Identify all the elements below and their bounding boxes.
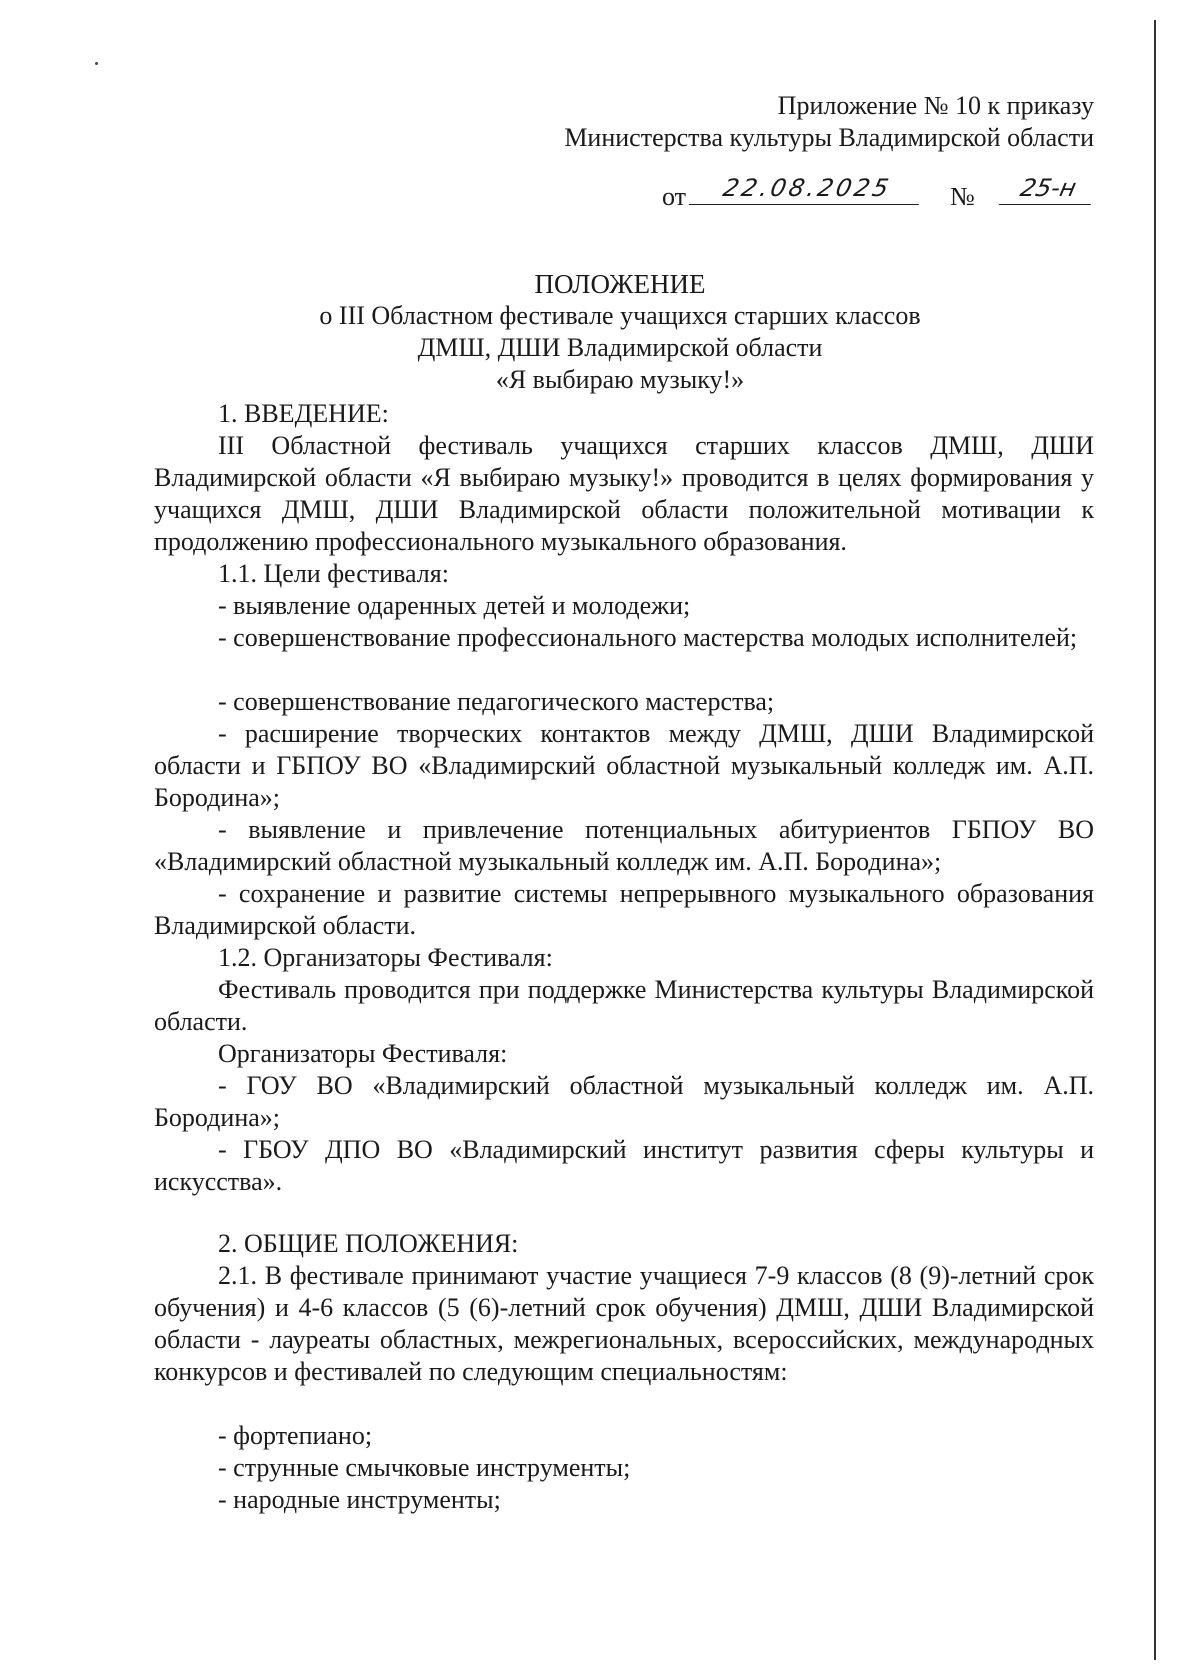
title-subline-2: ДМШ, ДШИ Владимирской области <box>417 333 823 362</box>
title-subline-3: «Я выбираю музыку!» <box>495 365 745 394</box>
order-date-line <box>662 174 1094 222</box>
goal-item: - совершенствование педагогического мастерства; <box>218 687 775 716</box>
scan-edge-line <box>1154 20 1156 1660</box>
ministry-line: Министерства культуры Владимирской области <box>564 123 1094 152</box>
section-1-heading: 1. ВВЕДЕНИЕ: <box>218 399 389 428</box>
specialty-item: - струнные смычковые инструменты; <box>218 1453 631 1482</box>
appendix-line: Приложение № 10 к приказу <box>777 91 1094 120</box>
specialty-item: - народные инструменты; <box>218 1485 501 1514</box>
specialty-item: - фортепиано; <box>218 1421 373 1450</box>
number-prefix: № <box>950 182 975 211</box>
organizers-heading: 1.2. Организаторы Фестиваля: <box>218 943 553 972</box>
section-1-intro: III Областной фестиваль учащихся старших классов ДМШ, ДШИ Владимирской области «Я выбираю музыку!» проводится в целях формирования у учащихся ДМШ, ДШИ Владимирской области положительной мотивации к продолжению профессионального музыкального образования. <box>154 431 1094 556</box>
goal-item: - расширение творческих контактов между ДМШ, ДШИ Владимирской области и ГБПОУ ВО «Владимирский областной музыкальный колледж им. А.П. Бородина»; <box>154 719 1094 812</box>
section-2-paragraph: 2.1. В фестивале принимают участие учащиеся 7-9 классов (8 (9)-летний срок обучения) и 4-6 классов (5 (6)-летний срок обучения) ДМШ, ДШИ Владимирской области - лауреаты областных, межрегиональных, всероссийских, международных конкурсов и фестивалей по следующим специальностям: <box>154 1261 1094 1386</box>
handwritten-number: 25-н <box>999 174 1098 205</box>
title-subline-1: о III Областном фестивале учащихся старших классов <box>319 301 921 330</box>
section-2-heading: 2. ОБЩИЕ ПОЛОЖЕНИЯ: <box>218 1229 519 1258</box>
goal-item: - выявление одаренных детей и молодежи; <box>218 591 691 620</box>
goal-item: - сохранение и развитие системы непрерывного музыкального образования Владимирской области. <box>154 879 1094 940</box>
document-title: ПОЛОЖЕНИЕ <box>534 269 706 299</box>
organizer-item: - ГОУ ВО «Владимирский областной музыкальный колледж им. А.П. Бородина»; <box>154 1071 1094 1132</box>
support-paragraph: Фестиваль проводится при поддержке Министерства культуры Владимирской области. <box>154 975 1094 1036</box>
handwritten-date: 22.08.2025 <box>689 174 926 205</box>
organizers-label: Организаторы Фестиваля: <box>218 1039 508 1068</box>
goals-heading: 1.1. Цели фестиваля: <box>218 559 449 588</box>
goal-item: - совершенствование профессионального мастерства молодых исполнителей; <box>218 623 1078 652</box>
date-prefix: от <box>662 182 687 211</box>
organizer-item: - ГБОУ ДПО ВО «Владимирский институт развития сферы культуры и искусства». <box>154 1135 1094 1196</box>
scan-speck <box>95 62 98 65</box>
goal-item: - выявление и привлечение потенциальных абитуриентов ГБПОУ ВО «Владимирский областной музыкальный колледж им. А.П. Бородина»; <box>154 815 1094 876</box>
